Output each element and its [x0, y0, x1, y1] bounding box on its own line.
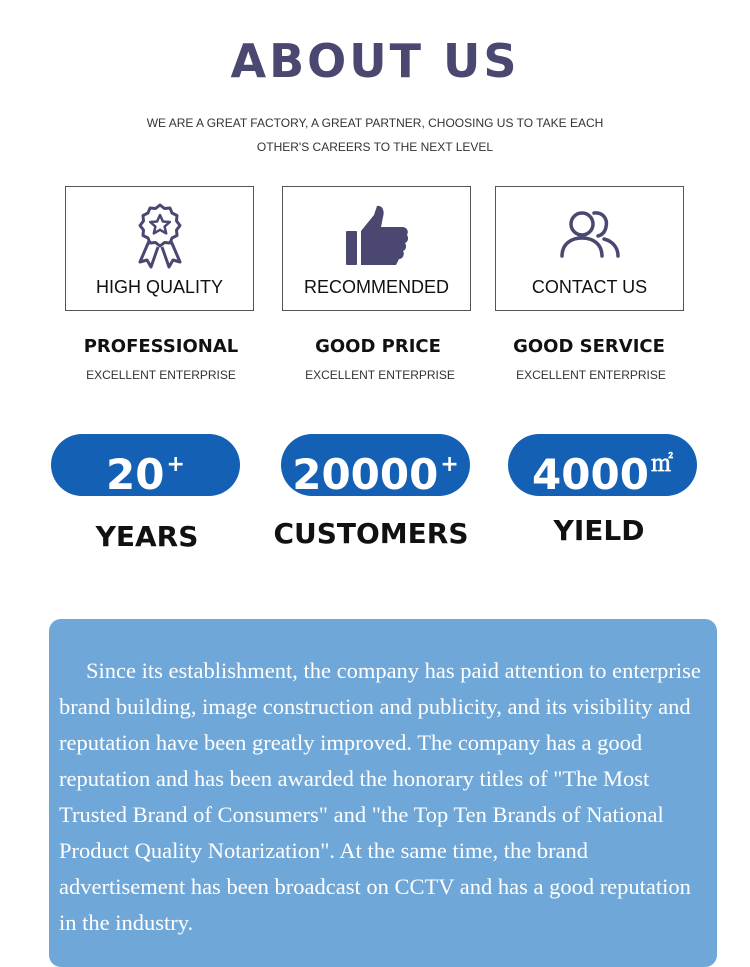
feature-box-high-quality	[65, 186, 254, 311]
company-description-box	[49, 619, 717, 967]
stat-suffix: ㎡	[650, 452, 673, 477]
feature-box-contact-us	[495, 186, 684, 311]
stat-label-customers: CUSTOMERS	[273, 517, 469, 550]
stat-pill-yield	[508, 434, 697, 499]
feature-box-recommended	[282, 186, 471, 311]
thumbs-up-icon	[283, 201, 470, 271]
subtitle-line-1: WE ARE A GREAT FACTORY, A GREAT PARTNER, CHOOSING US TO TAKE EACH	[146, 116, 604, 130]
feature-label: HIGH QUALITY	[95, 277, 224, 297]
feature-subtitle: EXCELLENT ENTERPRISE	[86, 368, 236, 382]
users-icon	[496, 201, 683, 271]
page-title: ABOUT US	[230, 34, 520, 88]
feature-subtitle: EXCELLENT ENTERPRISE	[305, 368, 455, 382]
stat-value: 20000	[292, 450, 439, 499]
feature-subtitle: EXCELLENT ENTERPRISE	[516, 368, 666, 382]
stat-suffix: +	[440, 452, 459, 477]
award-ribbon-icon	[66, 201, 253, 271]
company-description: Since its establishment, the company has paid attention to enterprise brand building, image construction and publicity, and its visibility and reputation have been greatly improved. The company has a good reputation and has been awarded the honorary titles of "The Most Trusted Brand of Consumers" and "the Top Ten Brands of National Product Quality Notarization". At the same time, the brand advertisement has been broadcast on CCTV and has a good reputation in the industry.	[59, 658, 701, 935]
feature-label: CONTACT US	[531, 277, 648, 297]
stat-pill-years	[51, 434, 240, 499]
stat-label-years: YEARS	[95, 520, 199, 553]
stat-value: 4000	[532, 450, 649, 499]
stat-suffix: +	[166, 452, 185, 477]
stat-label-yield: YIELD	[553, 514, 645, 547]
feature-title-professional: PROFESSIONAL	[83, 336, 239, 357]
feature-label: RECOMMENDED	[303, 277, 449, 297]
subtitle-line-2: OTHER'S CAREERS TO THE NEXT LEVEL	[256, 140, 494, 154]
feature-title-good-price: GOOD PRICE	[315, 336, 441, 357]
stat-pill-customers	[281, 434, 470, 499]
stat-value: 20	[106, 450, 165, 499]
feature-title-good-service: GOOD SERVICE	[513, 336, 665, 357]
